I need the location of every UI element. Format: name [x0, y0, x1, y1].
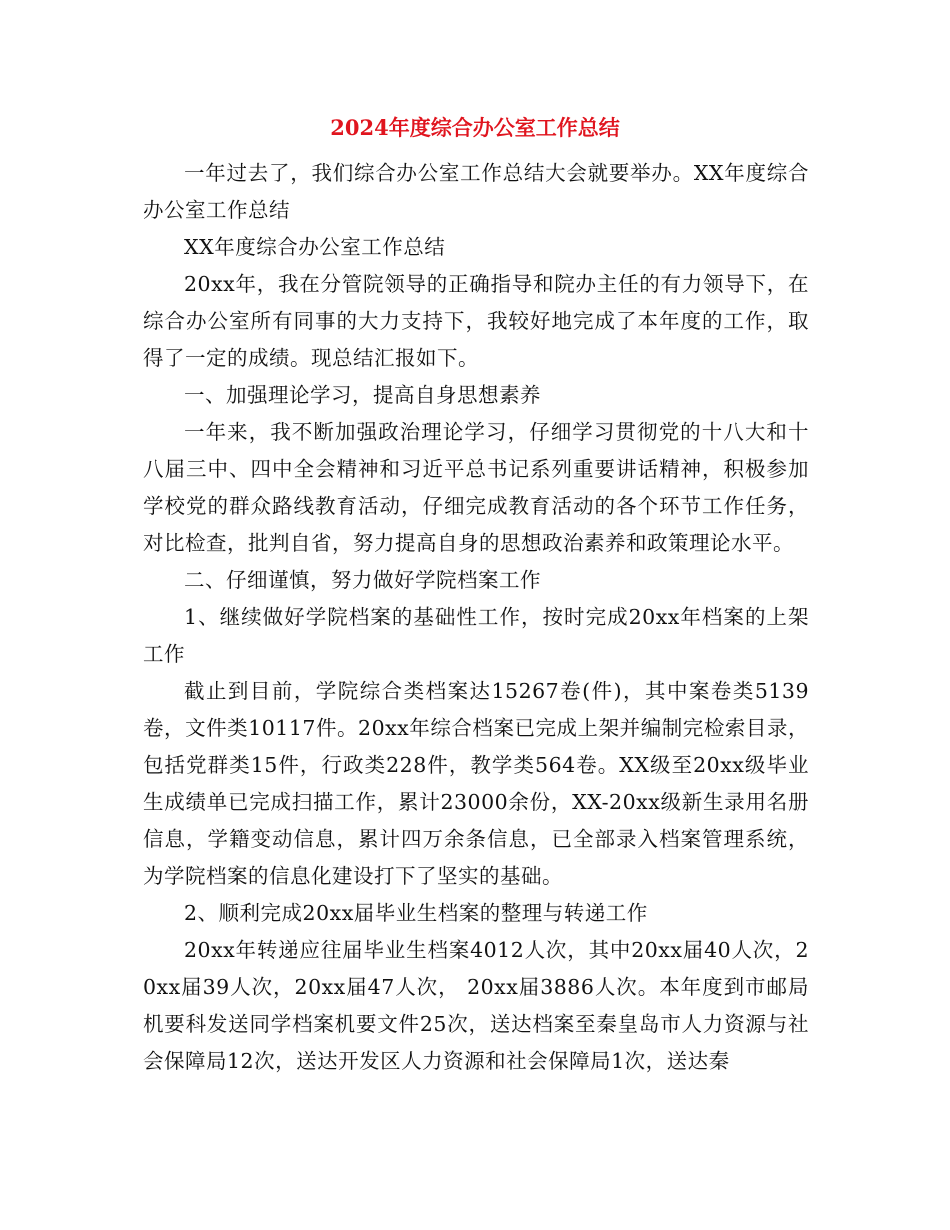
- document-title: 2024年度综合办公室工作总结: [330, 115, 620, 140]
- section-heading-1: 一、加强理论学习，提高自身思想素养: [184, 383, 541, 407]
- document-body: [143, 155, 809, 1080]
- paragraph-intro: 一年过去了，我们综合办公室工作总结大会就要举办。XX年度综合办公室工作总结: [143, 161, 809, 222]
- paragraph-archive-stats: 截止到目前，学院综合类档案达15267卷(件)，其中案卷类5139卷，文件类10117件。20xx年综合档案已完成上架并编制完检索目录，包括党群类15件，行政类228件，教学类564卷。XX级至20xx级毕业生成绩单已完成扫描工作，累计23000余份，XX-20xx级新生录用名册信息，学籍变动信息，累计四万余条信息，已全部录入档案管理系统，为学院档案的信息化建设打下了坚实的基础。: [143, 679, 809, 888]
- paragraph-subtitle: XX年度综合办公室工作总结: [184, 235, 446, 259]
- paragraph-graduate-transfer: 20xx年转递应往届毕业生档案4012人次，其中20xx届40人次，20xx届39人次，20xx届47人次， 20xx届3886人次。本年度到市邮局机要科发送同学档案机要文件25次，送达档案至秦皇岛市人力资源与社会保障局12次，送达开发区人力资源和社会保障局1次，送达秦: [143, 938, 809, 1073]
- paragraph-overview: 20xx年，我在分管院领导的正确指导和院办主任的有力领导下，在综合办公室所有同事的大力支持下，我较好地完成了本年度的工作，取得了一定的成绩。现总结汇报如下。: [143, 272, 809, 370]
- section-heading-2: 二、仔细谨慎，努力做好学院档案工作: [184, 568, 541, 592]
- subsection-heading-2: 2、顺利完成20xx届毕业生档案的整理与转递工作: [184, 901, 648, 925]
- subsection-heading-1: 1、继续做好学院档案的基础性工作，按时完成20xx年档案的上架工作: [143, 605, 809, 666]
- paragraph-theory-study: 一年来，我不断加强政治理论学习，仔细学习贯彻党的十八大和十八届三中、四中全会精神和习近平总书记系列重要讲话精神，积极参加学校党的群众路线教育活动，仔细完成教育活动的各个环节工作任务，对比检查，批判自省，努力提高自身的思想政治素养和政策理论水平。: [143, 420, 809, 555]
